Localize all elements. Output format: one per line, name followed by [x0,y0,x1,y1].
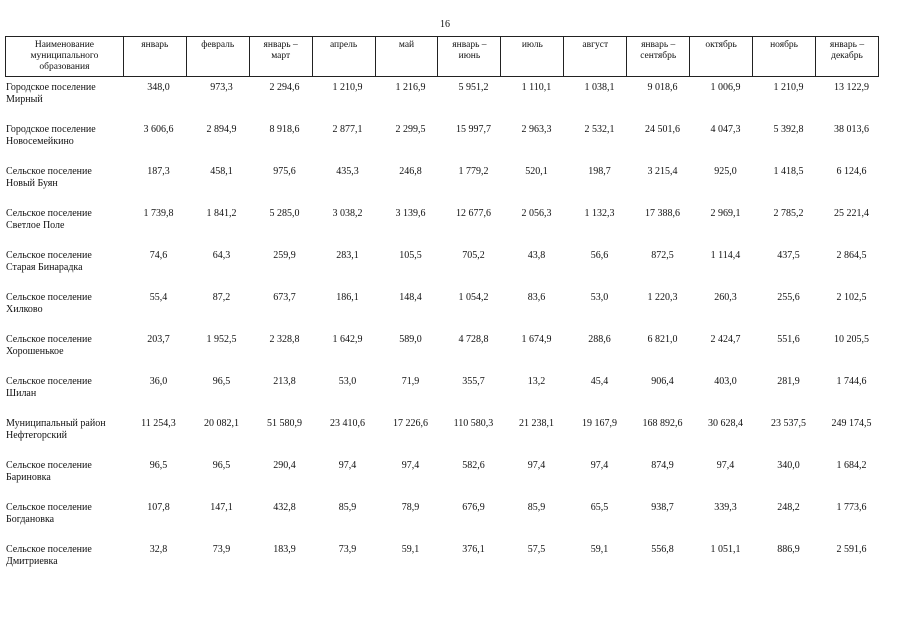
value-cell: 13 122,9 [834,82,869,93]
value-cell: 12 677,6 [456,208,491,219]
value-cell: 1 132,3 [584,208,615,219]
value-cell: 1 642,9 [332,334,363,345]
municipality-name: Городское поселение Новосемейкино [6,124,96,147]
value-cell: 2 532,1 [584,124,615,135]
value-cell: 96,5 [212,376,231,387]
value-cell: 53,0 [338,376,357,387]
value-cell: 64,3 [212,250,231,261]
value-cell: 85,9 [338,502,357,513]
value-cell: 1 773,6 [836,502,867,513]
header-col: октябрь [690,37,753,77]
value-cell: 74,6 [149,250,168,261]
value-cell: 97,4 [527,460,546,471]
value-cell: 97,4 [590,460,609,471]
municipality-name: Сельское поселение Шилан [6,376,92,399]
table-row [5,82,879,106]
value-cell: 23 537,5 [771,418,806,429]
value-cell: 13,2 [527,376,546,387]
value-cell: 259,9 [273,250,296,261]
header-col: апрель [313,37,376,77]
value-cell: 283,1 [336,250,359,261]
value-cell: 1 210,9 [332,82,363,93]
table-row [5,250,879,274]
header-col: ноябрь [753,37,816,77]
value-cell: 71,9 [401,376,420,387]
value-cell: 2 328,8 [269,334,300,345]
value-cell: 874,9 [651,460,674,471]
value-cell: 186,1 [336,292,359,303]
value-cell: 2 424,7 [710,334,741,345]
value-cell: 97,4 [716,460,735,471]
header-col: январь – декабрь [816,37,879,77]
header-col: февраль [187,37,250,77]
value-cell: 290,4 [273,460,296,471]
value-cell: 198,7 [588,166,611,177]
municipality-name: Сельское поселение Богдановка [6,502,92,525]
value-cell: 376,1 [462,544,485,555]
table-row [5,334,879,358]
value-cell: 97,4 [338,460,357,471]
value-cell: 57,5 [527,544,546,555]
value-cell: 1 038,1 [584,82,615,93]
table-header [5,36,879,77]
value-cell: 1 216,9 [395,82,426,93]
value-cell: 65,5 [590,502,609,513]
value-cell: 437,5 [777,250,800,261]
value-cell: 73,9 [338,544,357,555]
value-cell: 872,5 [651,250,674,261]
value-cell: 36,0 [149,376,168,387]
value-cell: 45,4 [590,376,609,387]
value-cell: 5 392,8 [773,124,804,135]
value-cell: 5 285,0 [269,208,300,219]
value-cell: 2 877,1 [332,124,363,135]
value-cell: 676,9 [462,502,485,513]
value-cell: 105,5 [399,250,422,261]
table-row [5,544,879,568]
header-col: январь [124,37,187,77]
value-cell: 2 785,2 [773,208,804,219]
value-cell: 288,6 [588,334,611,345]
value-cell: 96,5 [149,460,168,471]
value-cell: 110 580,3 [453,418,494,429]
value-cell: 1 110,1 [521,82,552,93]
table-row [5,502,879,526]
value-cell: 187,3 [147,166,170,177]
value-cell: 43,8 [527,250,546,261]
value-cell: 148,4 [399,292,422,303]
value-cell: 97,4 [401,460,420,471]
value-cell: 20 082,1 [204,418,239,429]
value-cell: 83,6 [527,292,546,303]
value-cell: 339,3 [714,502,737,513]
value-cell: 2 056,3 [521,208,552,219]
header-col: январь – сентябрь [627,37,690,77]
value-cell: 55,4 [149,292,168,303]
value-cell: 4 047,3 [710,124,741,135]
value-cell: 432,8 [273,502,296,513]
value-cell: 8 918,6 [269,124,300,135]
value-cell: 556,8 [651,544,674,555]
value-cell: 925,0 [714,166,737,177]
value-cell: 1 051,1 [710,544,741,555]
municipality-name: Сельское поселение Старая Бинарадка [6,250,92,273]
value-cell: 6 821,0 [647,334,678,345]
value-cell: 255,6 [777,292,800,303]
value-cell: 582,6 [462,460,485,471]
value-cell: 973,3 [210,82,233,93]
value-cell: 5 951,2 [458,82,489,93]
value-cell: 1 739,8 [143,208,174,219]
value-cell: 59,1 [401,544,420,555]
value-cell: 1 779,2 [458,166,489,177]
municipality-name: Сельское поселение Хилково [6,292,92,315]
value-cell: 705,2 [462,250,485,261]
value-cell: 213,8 [273,376,296,387]
table-row [5,208,879,232]
value-cell: 168 892,6 [642,418,683,429]
value-cell: 203,7 [147,334,170,345]
value-cell: 53,0 [590,292,609,303]
header-col: январь – март [250,37,313,77]
value-cell: 17 388,6 [645,208,680,219]
value-cell: 107,8 [147,502,170,513]
value-cell: 520,1 [525,166,548,177]
header-col: январь – июнь [438,37,501,77]
value-cell: 3 139,6 [395,208,426,219]
header-col: август [564,37,627,77]
value-cell: 1 674,9 [521,334,552,345]
municipality-name: Сельское поселение Светлое Поле [6,208,92,231]
value-cell: 2 299,5 [395,124,426,135]
value-cell: 348,0 [147,82,170,93]
value-cell: 906,4 [651,376,674,387]
table-row [5,292,879,316]
value-cell: 96,5 [212,460,231,471]
table-row [5,418,879,442]
header-name: Наименование муниципального образования [6,37,124,77]
value-cell: 3 038,2 [332,208,363,219]
value-cell: 589,0 [399,334,422,345]
value-cell: 73,9 [212,544,231,555]
value-cell: 1 054,2 [458,292,489,303]
value-cell: 1 841,2 [206,208,237,219]
value-cell: 2 102,5 [836,292,867,303]
value-cell: 2 963,3 [521,124,552,135]
value-cell: 59,1 [590,544,609,555]
value-cell: 673,7 [273,292,296,303]
value-cell: 938,7 [651,502,674,513]
municipality-name: Муниципальный район Нефтегорский [6,418,106,441]
municipality-name: Сельское поселение Хорошенькое [6,334,92,357]
value-cell: 435,3 [336,166,359,177]
value-cell: 87,2 [212,292,231,303]
value-cell: 2 894,9 [206,124,237,135]
value-cell: 340,0 [777,460,800,471]
value-cell: 30 628,4 [708,418,743,429]
value-cell: 1 006,9 [710,82,741,93]
value-cell: 9 018,6 [647,82,678,93]
value-cell: 246,8 [399,166,422,177]
value-cell: 1 744,6 [836,376,867,387]
value-cell: 403,0 [714,376,737,387]
value-cell: 1 210,9 [773,82,804,93]
table-row [5,124,879,148]
value-cell: 10 205,5 [834,334,869,345]
page-number: 16 [440,19,450,30]
value-cell: 249 174,5 [831,418,872,429]
value-cell: 281,9 [777,376,800,387]
value-cell: 6 124,6 [836,166,867,177]
value-cell: 4 728,8 [458,334,489,345]
table-row [5,166,879,190]
value-cell: 3 215,4 [647,166,678,177]
value-cell: 51 580,9 [267,418,302,429]
municipality-name: Сельское поселение Бариновка [6,460,92,483]
value-cell: 886,9 [777,544,800,555]
municipality-name: Городское поселение Мирный [6,82,96,105]
value-cell: 2 864,5 [836,250,867,261]
value-cell: 1 418,5 [773,166,804,177]
value-cell: 2 969,1 [710,208,741,219]
header-col: июль [501,37,564,77]
value-cell: 551,6 [777,334,800,345]
value-cell: 17 226,6 [393,418,428,429]
table-row [5,376,879,400]
value-cell: 19 167,9 [582,418,617,429]
value-cell: 78,9 [401,502,420,513]
value-cell: 3 606,6 [143,124,174,135]
value-cell: 183,9 [273,544,296,555]
value-cell: 2 591,6 [836,544,867,555]
value-cell: 975,6 [273,166,296,177]
value-cell: 147,1 [210,502,233,513]
value-cell: 248,2 [777,502,800,513]
value-cell: 355,7 [462,376,485,387]
value-cell: 21 238,1 [519,418,554,429]
value-cell: 11 254,3 [141,418,176,429]
value-cell: 85,9 [527,502,546,513]
value-cell: 24 501,6 [645,124,680,135]
value-cell: 260,3 [714,292,737,303]
value-cell: 1 684,2 [836,460,867,471]
value-cell: 1 114,4 [710,250,741,261]
value-cell: 38 013,6 [834,124,869,135]
value-cell: 32,8 [149,544,168,555]
value-cell: 458,1 [210,166,233,177]
value-cell: 23 410,6 [330,418,365,429]
value-cell: 1 952,5 [206,334,237,345]
header-col: май [376,37,439,77]
municipality-name: Сельское поселение Новый Буян [6,166,92,189]
value-cell: 25 221,4 [834,208,869,219]
value-cell: 15 997,7 [456,124,491,135]
value-cell: 1 220,3 [647,292,678,303]
table-row [5,460,879,484]
municipality-name: Сельское поселение Дмитриевка [6,544,92,567]
value-cell: 2 294,6 [269,82,300,93]
value-cell: 56,6 [590,250,609,261]
